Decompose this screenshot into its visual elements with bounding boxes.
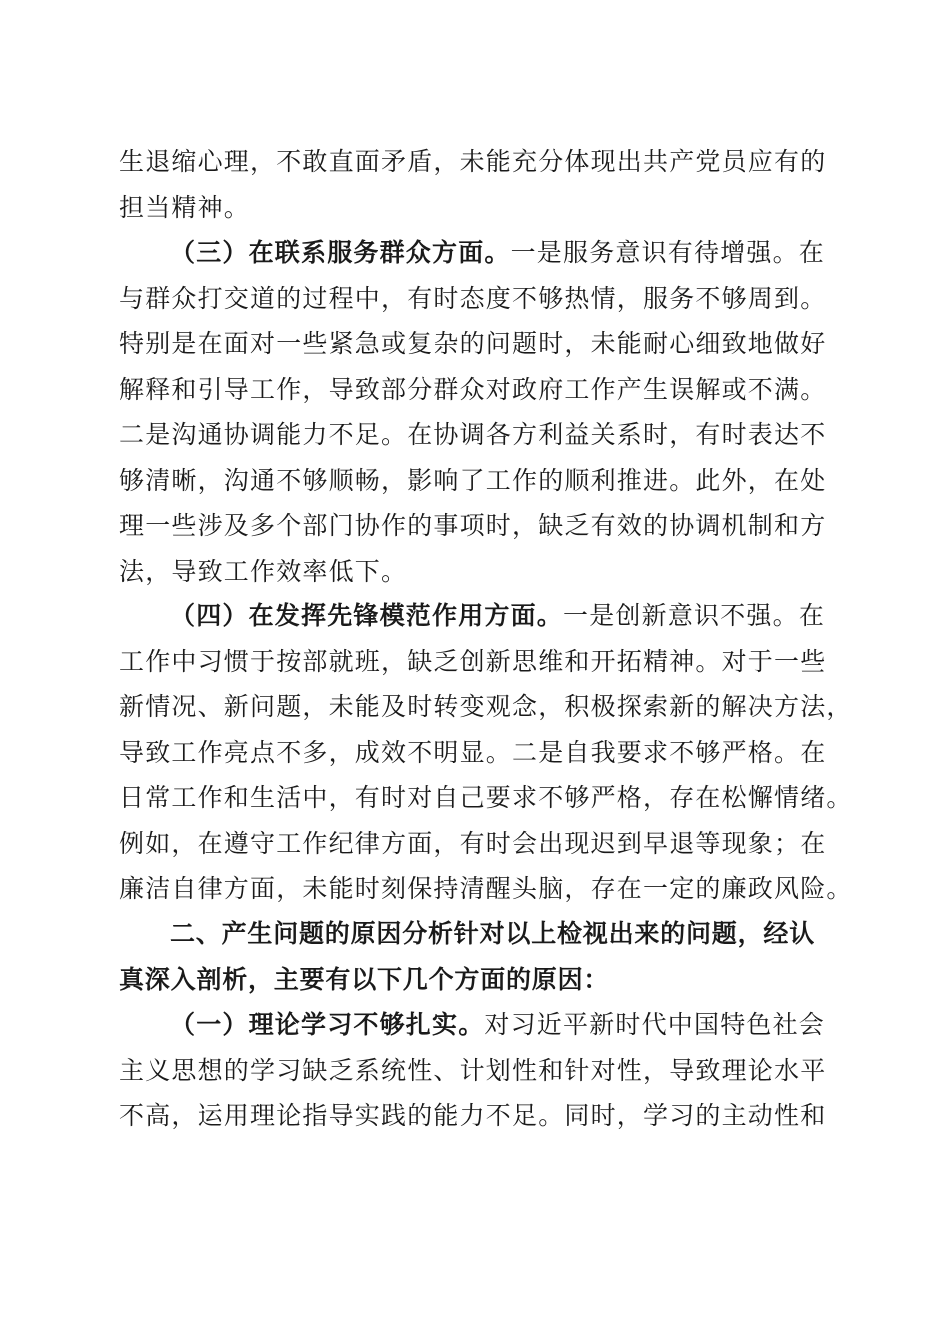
section-three-heading: （三）在联系服务群众方面。 [170,238,511,267]
line-text: 够清晰，沟通不够顺畅，影响了工作的顺利推进。此外，在处 [119,466,827,495]
line-text: 廉洁自律方面，未能时刻保持清醒头脑，存在一定的廉政风险。 [119,874,853,903]
line-text: 一是服务意识有待增强。在 [510,238,826,267]
text-line [119,552,839,592]
subsection-one-heading: （一）理论学习不够扎实。 [170,1010,485,1039]
line-text: 例如，在遵守工作纪律方面，有时会出现迟到早退等现象；在 [119,829,827,858]
line-text: 理一些涉及多个部门协作的事项时，缺乏有效的协调机制和方 [119,511,827,540]
line-text: 新情况、新问题，未能及时转变观念，积极探索新的解决方法， [119,692,853,721]
line-text: 生退缩心理，不敢直面矛盾，未能充分体现出共产党员应有的 [119,147,827,176]
line-text: 对习近平新时代中国特色社会 [484,1010,826,1039]
section-four-heading: （四）在发挥先锋模范作用方面。 [170,601,564,630]
text-line [119,778,853,818]
line-text: 一是创新意识不强。在 [563,601,826,630]
text-line [119,461,839,501]
line-text: 特别是在面对一些紧急或复杂的问题时，未能耐心细致地做好 [119,329,827,358]
text-line [119,869,853,909]
line-text: 与群众打交道的过程中，有时态度不够热情，服务不够周到。 [119,284,827,313]
line-text: 法，导致工作效率低下。 [119,557,408,586]
text-line [119,824,839,864]
text-line [119,279,839,319]
line-text: 担当精神。 [119,193,251,222]
text-line [119,1096,839,1136]
section-three-line [170,233,890,273]
section-two-heading-line [170,914,890,954]
section-two-heading-line [119,960,839,1000]
line-text: 解释和引导工作，导致部分群众对政府工作产生误解或不满。 [119,375,827,404]
line-text: 二是沟通协调能力不足。在协调各方利益关系时，有时表达不 [119,420,827,449]
text-line [119,142,839,182]
section-two-heading-cont: 真深入剖析，主要有以下几个方面的原因： [119,965,610,994]
text-line [119,1051,839,1091]
line-text: 日常工作和生活中，有时对自己要求不够严格，存在松懈情绪。 [119,783,853,812]
text-line [119,324,839,364]
section-four-line [170,596,890,636]
line-text: 导致工作亮点不多，成效不明显。二是自我要求不够严格。在 [119,738,827,767]
text-line [119,506,839,546]
text-line [119,415,839,455]
text-line [119,188,839,228]
subsection-one-line [170,1005,890,1045]
line-text: 工作中习惯于按部就班，缺乏创新思维和开拓精神。对于一些 [119,647,827,676]
text-line [119,687,853,727]
section-two-heading: 二、产生问题的原因分析针对以上检视出来的问题，经认 [170,919,816,948]
text-line [119,642,839,682]
text-line [119,733,839,773]
line-text: 不高，运用理论指导实践的能力不足。同时，学习的主动性和 [119,1101,827,1130]
line-text: 主义思想的学习缺乏系统性、计划性和针对性，导致理论水平 [119,1056,827,1085]
text-line [119,370,839,410]
